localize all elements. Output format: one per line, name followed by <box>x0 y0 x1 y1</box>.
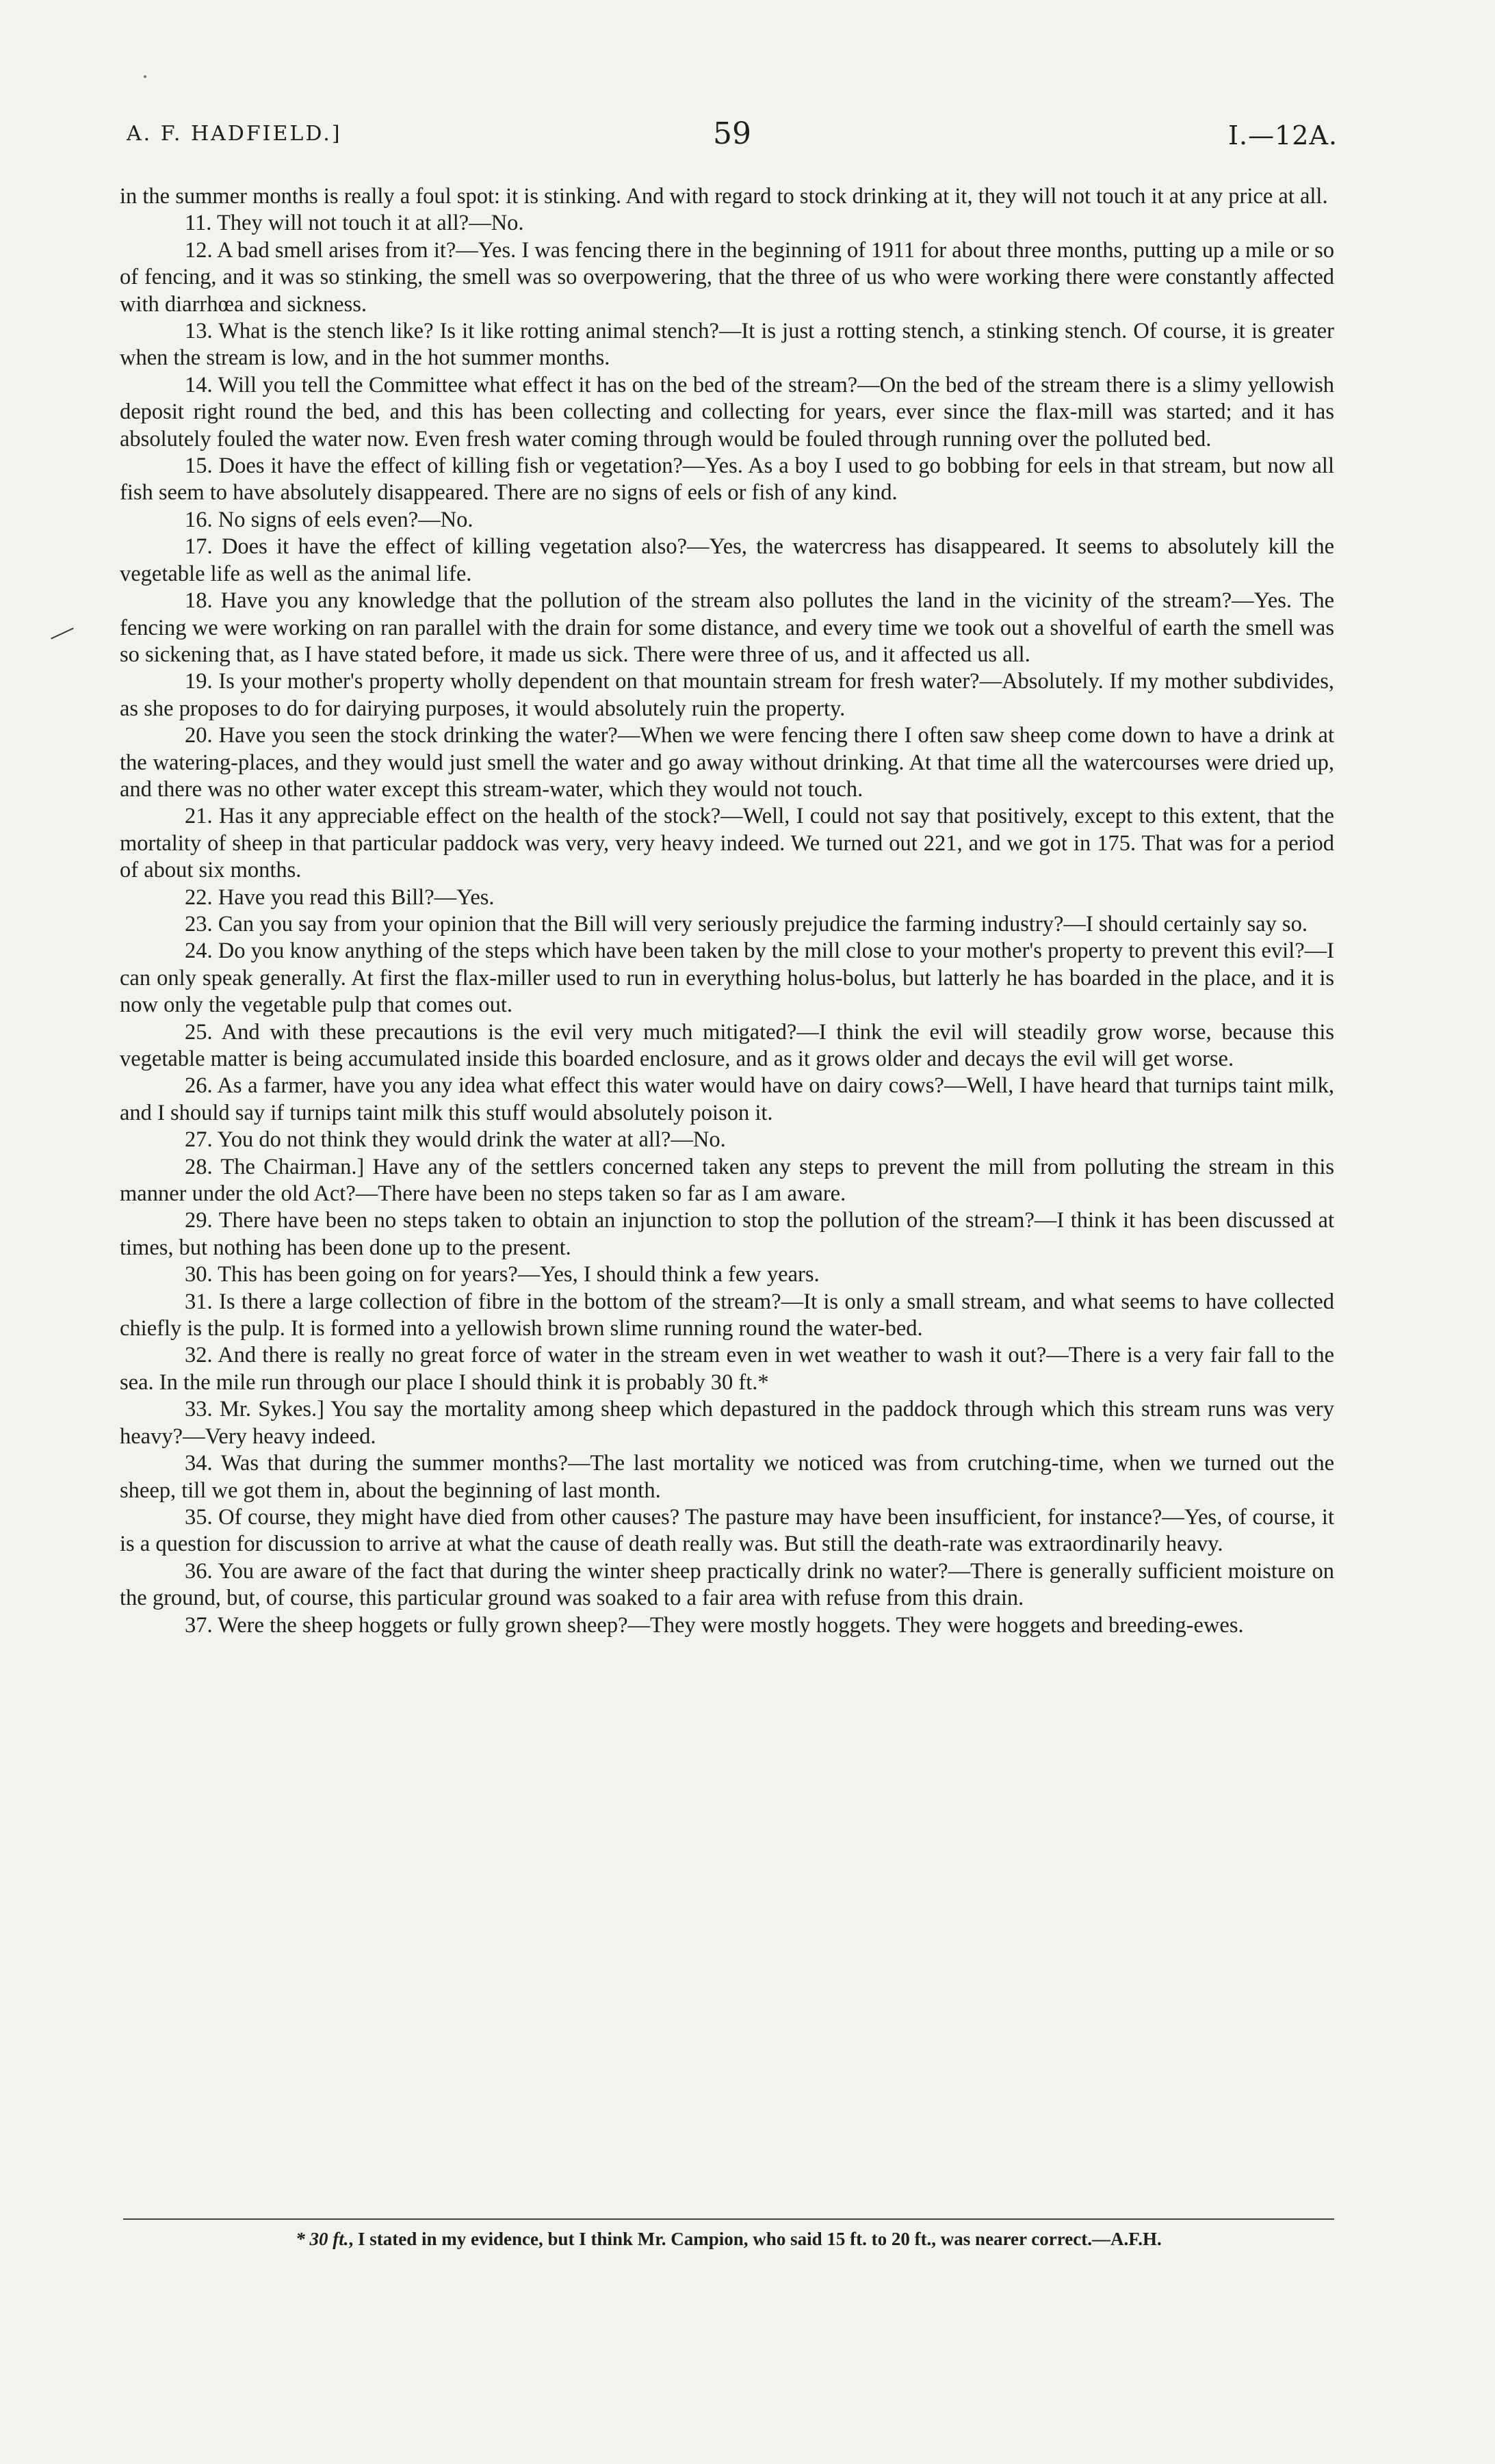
paragraph: 17. Does it have the effect of killing vegetation also?—Yes, the watercress has disappeared. It seems to absolutely kill the vegetable life as well as the animal life. <box>120 534 1334 586</box>
paragraph: 25. And with these precautions is the evil very much mitigated?—I think the evil will steadily grow worse, because this vegetable matter is being accumulated inside this boarded enclosure, and as it grows older and decays the evil will get worse. <box>120 1019 1334 1071</box>
paragraph: 14. Will you tell the Committee what effect it has on the bed of the stream?—On the bed of the stream there is a slimy yellowish deposit right round the bed, and this has been collecting and collecting for years, ever since the flax-mill was started; and it has absolutely fouled the water now. Even fresh water coming through would be fouled through running over the polluted bed. <box>120 372 1334 451</box>
paragraph: 13. What is the stench like? Is it like rotting animal stench?—It is just a rotting stench, a stinking stench. Of course, it is greater when the stream is low, and in the hot summer months. <box>120 319 1334 371</box>
paragraph: 29. There have been no steps taken to obtain an injunction to stop the pollution of the stream?—I think it has been discussed at times, but nothing has been done up to the present. <box>120 1208 1334 1260</box>
footnote <box>123 2229 1334 2250</box>
page-number: 59 <box>713 116 751 151</box>
paragraph: 37. Were the sheep hoggets or fully grown sheep?—They were mostly hoggets. They were hoggets and breeding-ewes. <box>185 1612 1244 1638</box>
paragraph: 30. This has been going on for years?—Yes, I should think a few years. <box>185 1262 820 1287</box>
margin-pencil-mark <box>51 627 73 639</box>
paragraph: 15. Does it have the effect of killing fish or vegetation?—Yes. As a boy I used to go bobbing for eels in that stream, but now all fish seem to have absolutely disappeared. There are no signs of eels or fish of any kind. <box>120 454 1334 506</box>
paragraph: 28. The Chairman.] Have any of the settlers concerned taken any steps to prevent the mill from polluting the stream in this manner under the old Act?—There have been no steps taken so far as I am aware. <box>120 1154 1334 1207</box>
paragraph: 19. Is your mother's property wholly dependent on that mountain stream for fresh water?—Absolutely. If my mother subdivides, as she proposes to do for dairying purposes, it would absolutely ruin the property. <box>120 669 1334 721</box>
paragraph: 26. As a farmer, have you any idea what effect this water would have on dairy cows?—Well, I have heard that turnips taint milk, and I should say if turnips taint milk this stuff would absolutely poison it. <box>120 1073 1334 1125</box>
paragraph: 32. And there is really no great force of water in the stream even in wet weather to wash it out?—There is a very fair fall to the sea. In the mile run through our place I should think it is probably 30 ft.* <box>120 1343 1334 1395</box>
footnote-text: , I stated in my evidence, but I think Mr. Campion, who said 15 ft. to 20 ft., was nearer correct.—A.F.H. <box>348 2229 1162 2249</box>
paragraph: 35. Of course, they might have died from other causes? The pasture may have been insufficient, for instance?—Yes, of course, it is a question for discussion to arrive at what the cause of death really was. But still the death-rate was extraordinarily heavy. <box>120 1504 1334 1557</box>
footnote-marker: * 30 ft. <box>296 2229 349 2249</box>
footnote-divider <box>123 2218 1334 2220</box>
paragraph: 34. Was that during the summer months?—The last mortality we noticed was from crutching-time, when we turned out the sheep, till we got them in, about the beginning of last month. <box>120 1451 1334 1503</box>
header-document-reference: I.—12A. <box>1228 120 1338 150</box>
paragraph: 27. You do not think they would drink the water at all?—No. <box>185 1127 726 1153</box>
paragraph: 11. They will not touch it at all?—No. <box>185 211 524 236</box>
header-witness-name: A. F. HADFIELD.] <box>127 122 342 146</box>
paragraph: 20. Have you seen the stock drinking the water?—When we were fencing there I often saw sheep come down to have a drink at the watering-places, and they would just smell the water and go away without drinking. At that time all the watercourses were dried up, and there was no other water except this stream-water, which they would not touch. <box>120 723 1334 802</box>
paragraph: 22. Have you read this Bill?—Yes. <box>185 884 495 910</box>
paragraph: 24. Do you know anything of the steps which have been taken by the mill close to your mother's property to prevent this evil?—I can only speak generally. At first the flax-miller used to run in everything holus-bolus, but latterly he has boarded in the place, and it is now only the vegetable pulp that comes out. <box>120 939 1334 1018</box>
paragraph: 16. No signs of eels even?—No. <box>185 507 473 532</box>
paragraph: 21. Has it any appreciable effect on the health of the stock?—Well, I could not say that positively, except to this extent, that the mortality of sheep in that particular paddock was very, very heavy indeed. We turned out 221, and we got in 175. That was for a period of about six months. <box>120 804 1334 883</box>
page-speck <box>144 75 146 78</box>
paragraph: 23. Can you say from your opinion that the Bill will very seriously prejudice the farming industry?—I should certainly say so. <box>185 911 1308 936</box>
evidence-body <box>120 183 1334 1639</box>
paragraph: 33. Mr. Sykes.] You say the mortality among sheep which depastured in the paddock through which this stream runs was very heavy?—Very heavy indeed. <box>120 1397 1334 1449</box>
page-header <box>127 116 1338 157</box>
paragraph: 36. You are aware of the fact that during the winter sheep practically drink no water?—There is generally sufficient moisture on the ground, but, of course, this particular ground was soaked to a fair area with refuse from this drain. <box>120 1558 1334 1611</box>
paragraph: 12. A bad smell arises from it?—Yes. I was fencing there in the beginning of 1911 for about three months, putting up a mile or so of fencing, and it was so stinking, the smell was so overpowering, that the three of us who were working there were constantly affected with diarrhœa and sickness. <box>120 237 1334 317</box>
paragraph: in the summer months is really a foul spot: it is stinking. And with regard to stock drinking at it, they will not touch it at any price at all. <box>120 184 1328 209</box>
paragraph: 18. Have you any knowledge that the pollution of the stream also pollutes the land in the vicinity of the stream?—Yes. The fencing we were working on ran parallel with the drain for some distance, and every time we took out a shovelful of earth the smell was so sickening that, as I have stated before, it made us sick. There were three of us, and it affected us all. <box>120 588 1334 667</box>
paragraph: 31. Is there a large collection of fibre in the bottom of the stream?—It is only a small stream, and what seems to have collected chiefly is the pulp. It is formed into a yellowish brown slime running round the water-bed. <box>120 1289 1334 1341</box>
